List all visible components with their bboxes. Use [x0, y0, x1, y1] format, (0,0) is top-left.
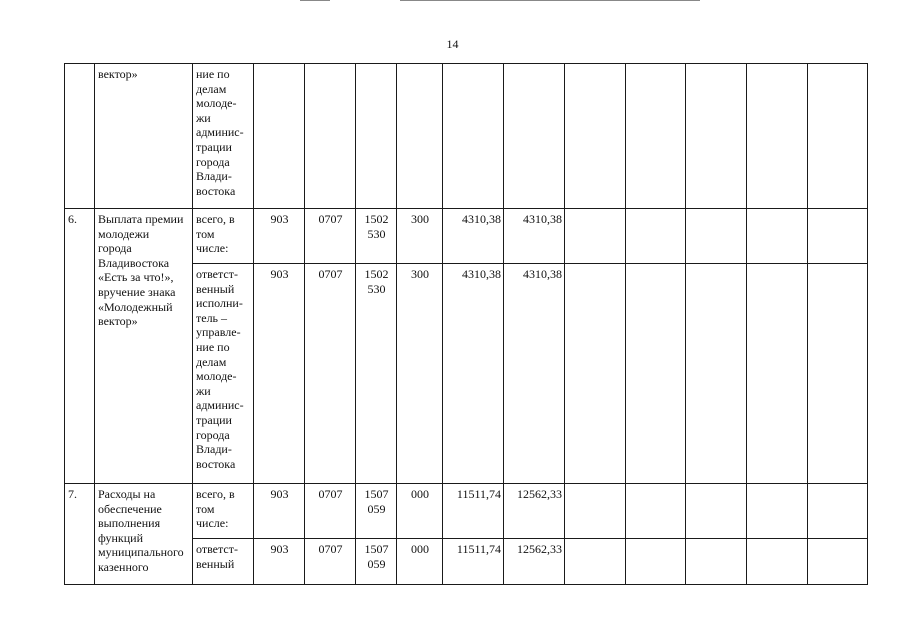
cell-empty — [686, 264, 747, 484]
cell-grbs: 903 — [254, 539, 305, 585]
cell-csr: 1507 059 — [356, 539, 397, 585]
cell-empty — [808, 209, 868, 264]
cell-empty — [808, 64, 868, 209]
cell-year2: 12562,33 — [504, 484, 565, 539]
cell-empty — [808, 539, 868, 585]
cell-grbs: 903 — [254, 264, 305, 484]
table-row — [65, 484, 868, 539]
cell-event: Выплата премии молодежи города Владивостока «Есть за что!», вручение знака «Молодежный вектор» — [95, 209, 193, 484]
cell-vr: 000 — [397, 539, 443, 585]
cell-vr: 300 — [397, 264, 443, 484]
cell-empty — [808, 484, 868, 539]
cell-empty — [747, 264, 808, 484]
cell-year2: 4310,38 — [504, 264, 565, 484]
cell-empty — [686, 539, 747, 585]
cell-rzpr — [305, 64, 356, 209]
cell-vr: 000 — [397, 484, 443, 539]
cell-event: Расходы на обеспечение выполнения функций муниципального казенного — [95, 484, 193, 585]
cell-grbs: 903 — [254, 209, 305, 264]
cell-source: всего, в том числе: — [193, 209, 254, 264]
cell-empty — [626, 64, 686, 209]
cell-event: вектор» — [95, 64, 193, 209]
cell-year2: 4310,38 — [504, 209, 565, 264]
cell-empty — [565, 264, 626, 484]
cell-source: ответст- венный — [193, 539, 254, 585]
cell-year2 — [504, 64, 565, 209]
table-row — [65, 64, 868, 209]
cell-csr: 1502 530 — [356, 209, 397, 264]
top-rule-left — [300, 0, 330, 1]
cell-empty — [626, 209, 686, 264]
cell-csr: 1507 059 — [356, 484, 397, 539]
cell-year2: 12562,33 — [504, 539, 565, 585]
cell-grbs: 903 — [254, 484, 305, 539]
cell-empty — [747, 539, 808, 585]
cell-empty — [626, 484, 686, 539]
cell-year1: 11511,74 — [443, 484, 504, 539]
cell-year1 — [443, 64, 504, 209]
page-number: 14 — [446, 37, 459, 51]
cell-csr: 1502 530 — [356, 264, 397, 484]
table-row — [65, 209, 868, 264]
budget-table — [64, 63, 868, 585]
cell-no — [65, 64, 95, 209]
cell-rzpr: 0707 — [305, 539, 356, 585]
cell-no: 6. — [65, 209, 95, 484]
cell-rzpr: 0707 — [305, 484, 356, 539]
cell-empty — [565, 209, 626, 264]
cell-grbs — [254, 64, 305, 209]
cell-vr: 300 — [397, 209, 443, 264]
cell-empty — [626, 264, 686, 484]
cell-csr — [356, 64, 397, 209]
cell-year1: 4310,38 — [443, 264, 504, 484]
cell-empty — [686, 209, 747, 264]
cell-empty — [686, 64, 747, 209]
cell-no: 7. — [65, 484, 95, 585]
cell-vr — [397, 64, 443, 209]
cell-year1: 4310,38 — [443, 209, 504, 264]
cell-source: ние по делам молоде- жи админис- трации города Влади- востока — [193, 64, 254, 209]
cell-rzpr: 0707 — [305, 264, 356, 484]
top-rule-right — [400, 0, 700, 1]
cell-empty — [747, 64, 808, 209]
cell-source: ответст- венный исполни- тель – управле- ние по делам молоде- жи админис- трации города Влади- востока — [193, 264, 254, 484]
cell-empty — [626, 539, 686, 585]
cell-source: всего, в том числе: — [193, 484, 254, 539]
cell-empty — [686, 484, 747, 539]
cell-empty — [747, 209, 808, 264]
cell-empty — [808, 264, 868, 484]
cell-year1: 11511,74 — [443, 539, 504, 585]
cell-empty — [565, 64, 626, 209]
cell-empty — [747, 484, 808, 539]
cell-empty — [565, 484, 626, 539]
cell-empty — [565, 539, 626, 585]
cell-rzpr: 0707 — [305, 209, 356, 264]
